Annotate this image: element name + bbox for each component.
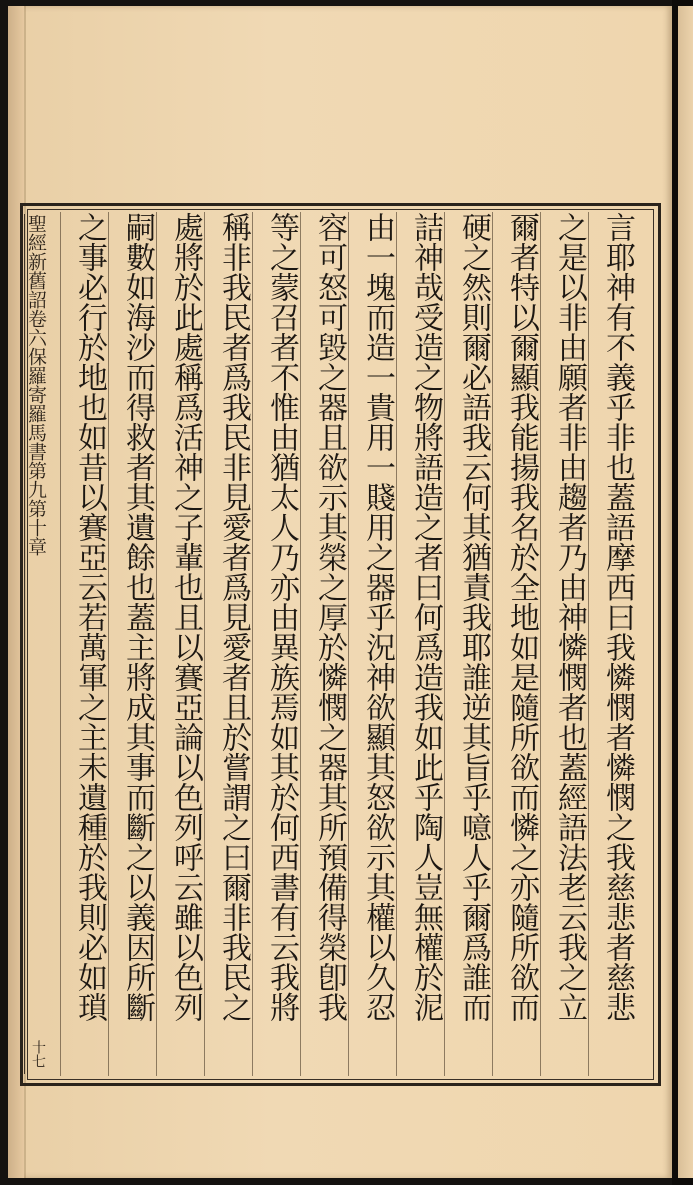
text-column: 等之蒙召者不惟由猶太人乃亦由異族焉如其於何西書有云我將 [264, 212, 299, 1022]
text-column: 爾者特以爾顯我能揚我名於全地如是隨所欲而憐之亦隨所欲而 [504, 212, 539, 1022]
text-column: 之事必行於地也如昔以賽亞云若萬軍之主未遺種於我則必如瑣 [72, 212, 107, 1022]
text-column: 嗣數如海沙而得救者其遺餘也蓋主將成其事而斷之以義因所斷 [120, 212, 155, 1022]
text-column: 之是以非由願者非由趨者乃由神憐憫者也蓋經語法老云我之立 [552, 212, 587, 1022]
next-page-edge [678, 6, 693, 1178]
text-column: 容可怒可毀之器且欲示其榮之厚於憐憫之器其所預備得榮卽我 [312, 212, 347, 1022]
text-column: 稱非我民者爲我民非見愛者爲見愛者且於嘗謂之曰爾非我民之 [216, 212, 251, 1022]
text-column: 硬之然則爾必語我云何其猶責我耶誰逆其旨乎噫人乎爾爲誰而 [456, 212, 491, 1022]
text-column: 言耶神有不義乎非也蓋語摩西曰我憐憫者憐憫之我慈悲者慈悲 [600, 212, 635, 1022]
text-column: 處將於此處稱爲活神之子輩也且以賽亞論以色列呼云雖以色列 [168, 212, 203, 1022]
margin-title: 聖經新舊詔卷六保羅寄羅馬書第九第十章 [24, 214, 47, 1074]
text-column: 詰神哉受造之物將語造之者曰何爲造我如此乎陶人豈無權於泥 [408, 212, 443, 1022]
page-number: 十七 [30, 1040, 46, 1068]
column-rule [60, 212, 61, 1076]
text-column: 由一塊而造一貴用一賤用之器乎況神欲顯其怒欲示其權以久忍 [360, 212, 395, 1022]
